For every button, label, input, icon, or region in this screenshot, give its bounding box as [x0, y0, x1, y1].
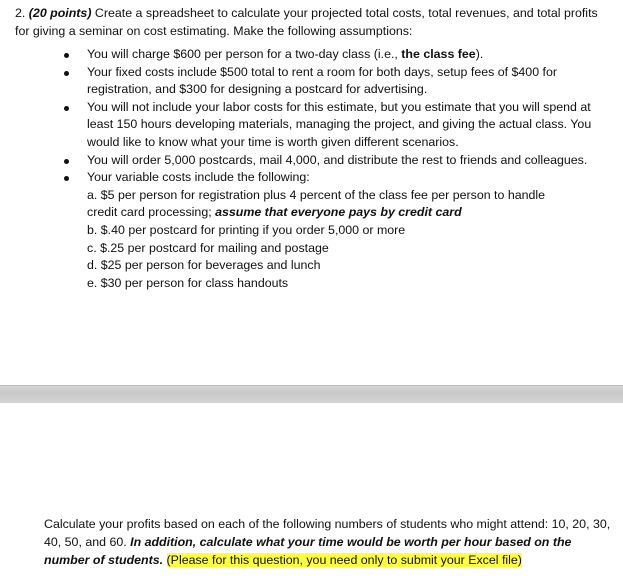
list-item: c. $.25 per postcard for mailing and postage: [87, 240, 329, 255]
bullet-icon: [64, 176, 69, 181]
question-intro: Create a spreadsheet to calculate your projected total costs, total revenues, and total profits for giving a seminar on cost estimating. Make the following assumptions:: [15, 6, 598, 38]
question-heading: [15, 4, 610, 40]
calculation-instructions: [44, 515, 612, 569]
list-item: d. $25 per person for beverages and lunch: [87, 258, 321, 273]
page-separator: [0, 385, 623, 404]
bullet-icon: [64, 159, 69, 164]
calc-emphasis: In addition, calculate what your time would be worth per hour based on the number of students.: [44, 535, 572, 567]
question-points: (20 points): [28, 6, 92, 20]
list-item: [0, 169, 623, 292]
bullet-text: You will not include your labor costs for this estimate, but you estimate that you will spend at least 150 hours developing materials, managing the project, and giving the actual class. You would like to know what your time is worth given different scenarios.: [87, 99, 592, 149]
bullet-text: ).: [475, 47, 484, 61]
list-item: b. $.40 per postcard for printing if you order 5,000 or more: [87, 222, 406, 237]
bullet-text: You will order 5,000 postcards, mail 4,000, and distribute the rest to friends and colleagues.: [87, 152, 588, 167]
question-number: 2.: [15, 6, 26, 20]
list-item: [0, 99, 623, 152]
highlighted-note: (Please for this question, you need only to submit your Excel file): [166, 553, 522, 567]
list-item: [87, 187, 595, 222]
bullet-icon: [64, 53, 69, 58]
sub-item-text: a. $5 per person for registration plus 4 percent of the class fee per person to handle credit card processing;: [87, 187, 546, 220]
assumption-list: [0, 46, 623, 292]
list-item: [0, 64, 623, 99]
bullet-icon: [64, 71, 69, 76]
calc-text: Calculate your profits based on each of the following numbers of students who might attend: 10, 20, 30, 40, 50, and 60.: [44, 517, 611, 549]
document-page-2: [0, 403, 623, 576]
bullet-icon: [64, 106, 69, 111]
sub-item-emphasis: assume that everyone pays by credit card: [215, 205, 462, 220]
list-item: [0, 46, 623, 64]
class-fee-term: the class fee: [401, 47, 476, 61]
list-item: e. $30 per person for class handouts: [87, 275, 289, 290]
bullet-text: Your fixed costs include $500 total to rent a room for both days, setup fees of $400 for registration, and $300 for designing a postcard for advertising.: [87, 64, 557, 97]
variable-cost-list: [87, 187, 595, 293]
list-item: [0, 152, 623, 170]
bullet-text: You will charge $600 per person for a two-day class (i.e.,: [87, 47, 402, 61]
bullet-text: Your variable costs include the following:: [87, 170, 310, 185]
